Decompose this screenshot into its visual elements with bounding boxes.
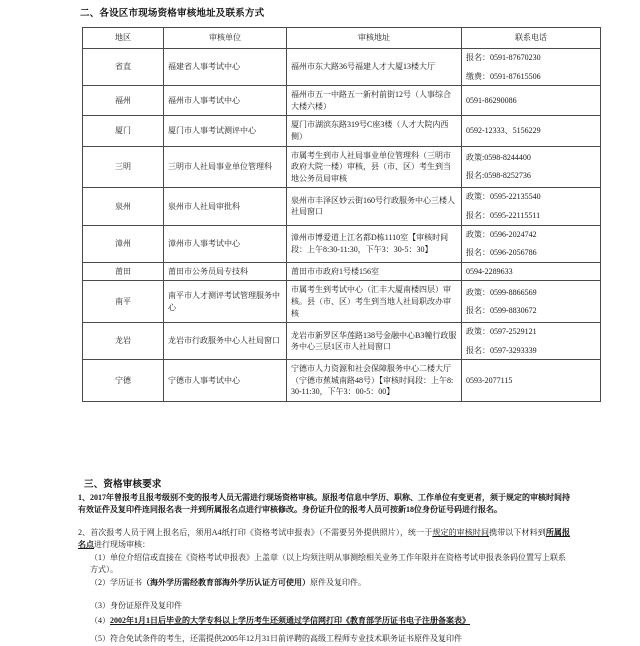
column-header-unit: 审核单位 <box>164 28 287 49</box>
review-locations-table-wrapper <box>82 27 566 402</box>
section-three-heading: 三、资格审核要求 <box>84 479 162 490</box>
requirement-paragraph-1 <box>78 492 570 517</box>
requirement-item-2-label: （2） <box>90 578 110 587</box>
p2-segment-3: 进行现场审核： <box>94 540 150 550</box>
table-row <box>83 323 601 360</box>
cell-unit: 福州市人事考试中心 <box>164 86 287 116</box>
cell-region: 福州 <box>83 86 164 116</box>
table-row <box>83 262 601 281</box>
phone-line: 缴费：0591-87615506 <box>466 71 541 81</box>
requirement-item-1-label: （1） <box>90 553 110 562</box>
cell-region: 宁德 <box>83 360 164 402</box>
cell-region: 南平 <box>83 281 164 323</box>
p2-underline-deadline: 规定的审核时间 <box>432 528 490 537</box>
cell-unit: 漳州市人事考试中心 <box>164 225 287 262</box>
phone-line: 报名：0596-2056786 <box>466 248 537 258</box>
phone-line: 报名：0595-22115511 <box>466 210 541 220</box>
cell-unit: 三明市人社局事业单位管理科 <box>164 146 287 188</box>
requirement-item-2 <box>90 577 572 589</box>
column-header-address: 审核地址 <box>287 28 462 49</box>
table-row <box>83 360 601 402</box>
requirement-item-5-label: （5） <box>90 634 110 643</box>
requirement-paragraph-2 <box>78 527 570 552</box>
requirement-item-4-label: （4） <box>90 616 110 625</box>
requirement-item-2-text-bold: （海外学历需经教育部海外学历认证方可使用） <box>142 578 310 587</box>
cell-address: 莆田市市政府1号楼156室 <box>287 262 462 281</box>
phone-line: 报名:0598-8252736 <box>466 171 531 181</box>
cell-unit: 龙岩市行政服务中心人社局窗口 <box>164 323 287 360</box>
requirement-item-5 <box>90 633 572 645</box>
requirement-item-2-text-pre: 学历证书 <box>110 578 142 587</box>
cell-region: 三明 <box>83 146 164 188</box>
phone-line: 报名：0597-3293339 <box>466 345 537 355</box>
cell-phone <box>462 116 601 146</box>
column-header-region: 地区 <box>83 28 164 49</box>
phone-line: 政策：0599-8866569 <box>466 287 537 297</box>
table-row <box>83 86 601 116</box>
cell-phone <box>462 323 601 360</box>
cell-unit: 泉州市人社局审批科 <box>164 188 287 225</box>
cell-phone <box>462 225 601 262</box>
review-locations-table <box>82 27 601 402</box>
cell-phone <box>462 49 601 86</box>
table-row <box>83 188 601 225</box>
requirement-item-4-text: 2002年1月1日后毕业的大学专科以上学历考生还须通过学信网打印《教育部学历证书电子注册备案表》 <box>110 616 470 625</box>
cell-unit: 宁德市人事考试中心 <box>164 360 287 402</box>
cell-region: 莆田 <box>83 262 164 281</box>
phone-line: 报名：0599-8830672 <box>466 306 537 316</box>
cell-region: 省直 <box>83 49 164 86</box>
cell-address: 泉州市丰泽区妙云街160号行政服务中心三楼人社局窗口 <box>287 188 462 225</box>
cell-phone <box>462 360 601 402</box>
table-header-row <box>83 28 601 49</box>
cell-region: 漳州 <box>83 225 164 262</box>
phone-line: 0591-86290086 <box>466 95 517 105</box>
cell-unit: 南平市人才测评考试管理服务中心 <box>164 281 287 323</box>
phone-line: 0593-2077115 <box>466 375 513 385</box>
requirement-item-1 <box>90 552 572 577</box>
cell-region: 泉州 <box>83 188 164 225</box>
requirement-item-1-text: 单位介绍信或直接在《资格考试申报表》上盖章（以上均须注明从事测绘相关业务工作年限并在资格考试申报表条码位置写上联系方式）。 <box>90 553 566 575</box>
column-header-phone: 联系电话 <box>462 28 601 49</box>
cell-phone <box>462 188 601 225</box>
cell-address: 福州市东大路36号福建人才大厦13楼大厅 <box>287 49 462 86</box>
cell-address: 龙岩市新罗区华莲路138号金融中心B3幢行政服务中心三层1区市人社局窗口 <box>287 323 462 360</box>
phone-line: 0592-12333、5156229 <box>466 126 541 136</box>
requirement-paragraph-1-text: 1、2017年曾报考且报考级别不变的报考人员无需进行现场资格审核。原报考信息中学历、职称、工作单位有变更者，须于规定的审核时间持有效证件及复印件连同报名表一并到所属报名点进行审核修改。身份证升位的报考人员可按新18位身份证号码进行报名。 <box>78 493 570 515</box>
requirement-item-3-label: （3） <box>90 601 110 610</box>
table-row <box>83 116 601 146</box>
phone-line: 政策：0595-22135540 <box>466 192 541 202</box>
cell-region: 龙岩 <box>83 323 164 360</box>
cell-address: 厦门市湖滨东路319号C座3楼（人才大院内西侧） <box>287 116 462 146</box>
table-row <box>83 49 601 86</box>
cell-phone <box>462 262 601 281</box>
table-row <box>83 225 601 262</box>
requirement-item-3-text: 身份证原件及复印件 <box>110 601 182 610</box>
p2-segment-2: 携带以下材料到 <box>489 528 546 537</box>
cell-unit: 厦门市人事考试测评中心 <box>164 116 287 146</box>
table-head <box>83 28 601 49</box>
phone-line: 报名：0591-87670230 <box>466 53 541 62</box>
phone-line: 政策：0597-2529121 <box>466 327 537 337</box>
requirement-item-3 <box>90 600 572 612</box>
cell-phone <box>462 281 601 323</box>
cell-address: 市属考生到考试中心（汇丰大厦南楼四层）审核。县（市、区）考生到当地人社局职改办审核 <box>287 281 462 323</box>
cell-region: 厦门 <box>83 116 164 146</box>
cell-unit: 福建省人事考试中心 <box>164 49 287 86</box>
cell-address: 宁德市人力资源和社会保障服务中心二楼大厅（宁德市蕉城南路48号）【审核时间段：上午8:30-11:30，下午3：00-5：00】 <box>287 360 462 402</box>
phone-line: 政策：0596-2024742 <box>466 229 537 239</box>
requirement-item-4 <box>90 615 572 627</box>
p2-underline-location: 所属报名点 <box>78 528 571 550</box>
section-two-heading: 二、各设区市现场资格审核地址及联系方式 <box>80 8 265 19</box>
table-row <box>83 281 601 323</box>
cell-address: 漳州市博爱道上江名都D栋1110室【审核时间段：上午8:30-11:30，下午3：30-5：30】 <box>287 225 462 262</box>
table-row <box>83 146 601 188</box>
cell-address: 福州市五一中路五一新村前街12号（人事综合大楼六楼） <box>287 86 462 116</box>
cell-phone <box>462 86 601 116</box>
requirement-item-5-text: 符合免试条件的考生，还需提供2005年12月31日前评聘的高级工程师专业技术职务证书原件及复印件 <box>110 634 462 643</box>
requirement-paragraph-2-text <box>78 527 570 552</box>
requirement-item-2-text-post: 原件及复印件。 <box>310 578 366 587</box>
cell-phone <box>462 146 601 188</box>
phone-line: 0594-2289633 <box>466 266 513 276</box>
phone-line: 政策:0598-8244400 <box>466 152 531 162</box>
p2-segment-1: 2、首次报考人员于网上报名后，须用A4纸打印《资格考试申报表》（不需要另外提供照片），统一于 <box>78 528 433 537</box>
table-body <box>83 49 601 402</box>
cell-address: 市属考生到市人社局事业单位管理科（三明市政府大院一楼）审核，县（市、区）考生到当地公务员局审核 <box>287 146 462 188</box>
cell-unit: 莆田市公务员局专技科 <box>164 262 287 281</box>
